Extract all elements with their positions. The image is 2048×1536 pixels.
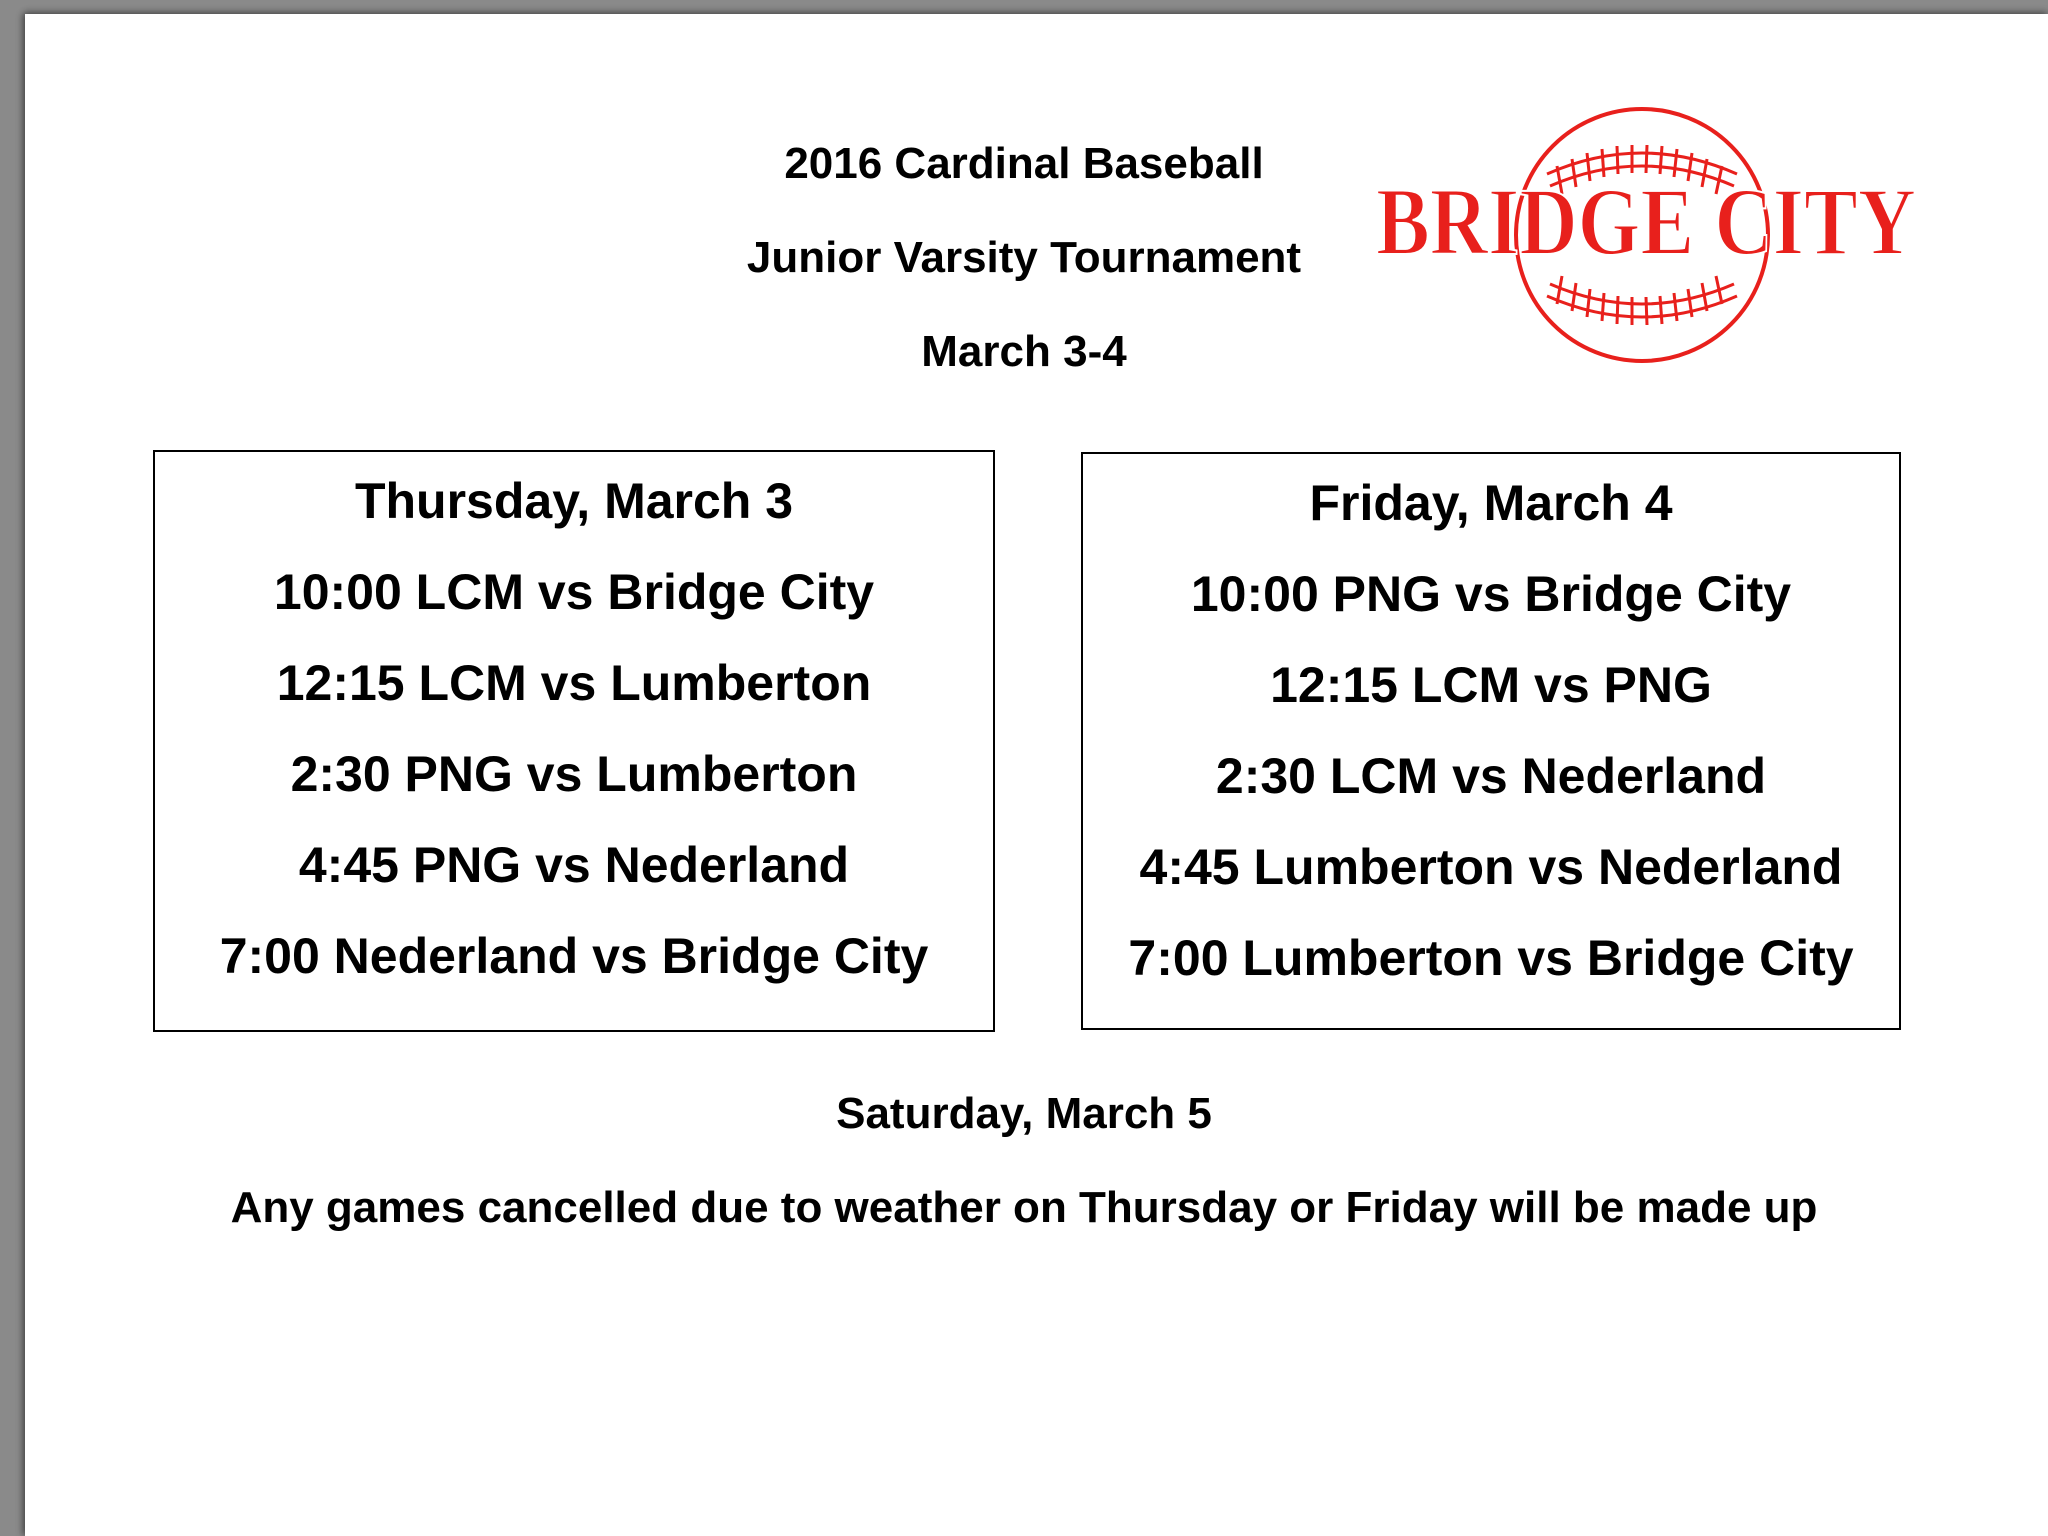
friday-title: Friday, March 4: [1309, 475, 1673, 531]
thursday-schedule-box: [153, 450, 995, 1032]
saturday-note: Any games cancelled due to weather on Thursday or Friday will be made up: [230, 1183, 1818, 1232]
friday-game-4: 4:45 Lumberton vs Nederland: [1139, 839, 1843, 895]
thursday-title: Thursday, March 3: [354, 473, 794, 529]
thursday-game-4: 4:45 PNG vs Nederland: [298, 837, 850, 893]
friday-game-3: 2:30 LCM vs Nederland: [1215, 748, 1767, 804]
friday-game-1: 10:00 PNG vs Bridge City: [1190, 566, 1792, 622]
thursday-game-5: 7:00 Nederland vs Bridge City: [219, 928, 929, 984]
header-dates: March 3-4: [921, 327, 1127, 376]
header-subtitle: Junior Varsity Tournament: [746, 233, 1302, 282]
friday-schedule-box: [1081, 452, 1901, 1030]
thursday-game-3: 2:30 PNG vs Lumberton: [290, 746, 858, 802]
header-title: 2016 Cardinal Baseball: [784, 139, 1264, 188]
thursday-game-1: 10:00 LCM vs Bridge City: [273, 564, 875, 620]
friday-game-5: 7:00 Lumberton vs Bridge City: [1128, 930, 1854, 986]
friday-game-2: 12:15 LCM vs PNG: [1270, 657, 1712, 713]
saturday-title: Saturday, March 5: [836, 1089, 1212, 1138]
thursday-game-2: 12:15 LCM vs Lumberton: [276, 655, 872, 711]
logo-wordmark: BRIDGE CITY: [1376, 168, 1916, 275]
bridge-city-baseball-logo: [1372, 104, 1920, 366]
